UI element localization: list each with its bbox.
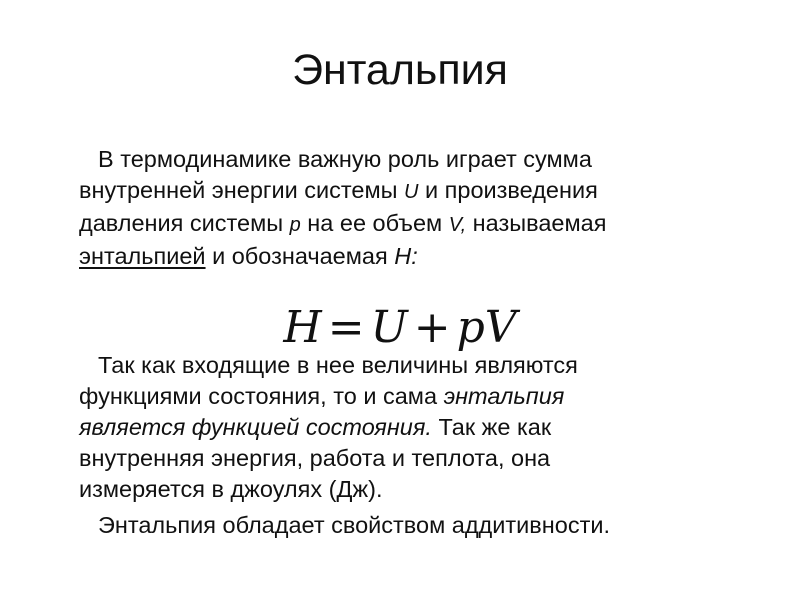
paragraph-line [79,241,769,272]
paragraph-additivity [79,510,769,541]
paragraph-line: Так как входящие в нее величины являются [98,352,578,378]
paragraph-definition [79,144,769,272]
paragraph-line [79,412,769,443]
slide-title: Энтальпия [292,46,508,94]
text-run: давления системы [79,210,290,236]
variable-u: U [404,181,419,203]
text-run: и обозначаемая [205,243,395,269]
term-enthalpy-underlined: энтальпией [79,243,206,269]
paragraph-line [79,175,769,208]
formula-h: H [283,302,322,353]
italic-enthalpy: энтальпия [443,383,565,409]
formula-pv: pV [456,302,517,353]
variable-p: p [289,214,301,236]
text-run: и произведения [418,177,598,203]
paragraph-line [79,381,769,412]
formula-equals: = [327,302,365,353]
formula-u: U [370,302,408,353]
paragraph-line: Энтальпия обладает свойством аддитивности. [98,512,610,538]
text-run: Так же как [431,414,552,440]
enthalpy-formula [0,302,800,354]
paragraph-line [79,208,769,241]
text-run: функциями состояния, то и сама [79,383,444,409]
italic-state-function: является функцией состояния. [79,414,432,440]
text-run: на ее объем [300,210,449,236]
variable-h: H: [394,243,418,269]
paragraph-state-function [79,350,769,505]
paragraph-line: внутренняя энергия, работа и теплота, она [79,445,551,471]
text-run: называемая [466,210,607,236]
text-run: внутренней энергии системы [79,177,405,203]
paragraph-line: измеряется в джоулях (Дж). [79,476,383,502]
paragraph-line: В термодинамике важную роль играет сумма [98,146,592,172]
variable-v: V, [448,214,467,236]
formula-plus: + [413,302,451,353]
